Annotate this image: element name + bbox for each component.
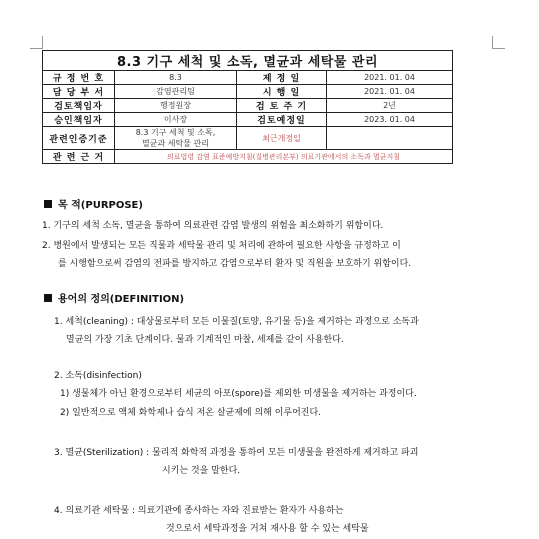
- reviewer-value: 행정원장: [115, 99, 237, 113]
- definition-line: 4. 의료기관 세탁물 : 의료기관에 종사하는 자와 진료받는 환자가 사용하는: [54, 506, 344, 516]
- dept-value: 감염관리팀: [115, 85, 237, 99]
- definition-line: 시키는 것을 말한다.: [162, 466, 241, 476]
- review-date-label: 검토예정일: [237, 113, 327, 127]
- page-corner-mark: [492, 36, 505, 49]
- approver-value: 이사장: [115, 113, 237, 127]
- definition-heading-text: 용어의 정의(DEFINITION): [58, 294, 185, 305]
- basis-label: 관 련 근 거: [43, 150, 115, 164]
- definition-line: 1. 세척(cleaning) : 대상물로부터 모든 이물질(토양, 유기물 등)을 제거하는 과정으로 소독과: [54, 317, 419, 327]
- purpose-line: 1. 기구의 세척 소독, 멸균을 통하여 의료관련 감염 발생의 위험을 최소화하기 위함이다.: [42, 221, 384, 231]
- revision-date-label: 최근개정일: [237, 127, 327, 150]
- cert-standard-line-1: 8.3 기구 세척 및 소독,: [135, 128, 216, 137]
- square-bullet-icon: [44, 200, 52, 208]
- reviewer-label: 검토책임자: [43, 99, 115, 113]
- review-date-value: 2023. 01. 04: [327, 113, 453, 127]
- reg-no-label: 규 정 번 호: [43, 71, 115, 85]
- dept-label: 담 당 부 서: [43, 85, 115, 99]
- definition-line: 2. 소독(disinfection): [54, 371, 142, 381]
- enact-date-value: 2021. 01. 04: [327, 71, 453, 85]
- definition-line: 2) 일반적으로 액체 화학제나 습식 저온 살균제에 의해 이루어진다.: [60, 408, 322, 418]
- cert-standard-line-2: 멸균과 세탁물 관리: [142, 139, 209, 148]
- impl-date-value: 2021. 01. 04: [327, 85, 453, 99]
- page-corner-mark: [30, 36, 43, 49]
- purpose-line: 를 시행함으로써 감염의 전파를 방지하고 감염으로부터 환자 및 직원을 보호하기 위함이다.: [58, 259, 412, 269]
- definition-heading: [44, 292, 499, 308]
- reg-no-value: 8.3: [115, 71, 237, 85]
- cert-standard-value: [115, 127, 237, 150]
- approver-label: 승인책임자: [43, 113, 115, 127]
- document-info-table: [42, 50, 453, 164]
- square-bullet-icon: [44, 294, 52, 302]
- impl-date-label: 시 행 일: [237, 85, 327, 99]
- basis-value: 의료법령 감염 표준예방지침(질병관리본부) 의료기관에서의 소독과 멸균지침: [115, 150, 453, 164]
- document-title: 8.3 기구 세척 및 소독, 멸균과 세탁물 관리: [43, 51, 453, 71]
- definition-line: 3. 멸균(Sterilization) : 물리적 화학적 과정을 통하여 모든 미생물을 완전하게 제거하고 파괴: [54, 448, 419, 458]
- purpose-line: 2. 병원에서 발생되는 모든 직물과 세탁물 관리 및 처리에 관하여 필요한 사항을 규정하고 이: [42, 241, 401, 251]
- definition-line: 1) 생물체가 아닌 환경으로부터 세균의 아포(spore)를 제외한 미생물을 제거하는 과정이다.: [60, 389, 417, 399]
- document-body: [44, 198, 499, 537]
- review-cycle-value: 2년: [327, 99, 453, 113]
- review-cycle-label: 검 토 주 기: [237, 99, 327, 113]
- definition-line: 것으로서 세탁과정을 거쳐 재사용 할 수 있는 세탁물: [166, 524, 369, 534]
- purpose-heading: [44, 198, 499, 214]
- purpose-heading-text: 목 적(PURPOSE): [58, 200, 143, 211]
- definition-line: 멸균의 가장 기초 단계이다. 물과 기계적인 마찰, 세제를 같이 사용한다.: [66, 335, 344, 345]
- enact-date-label: 제 정 일: [237, 71, 327, 85]
- cert-standard-label: 관련인증기준: [43, 127, 115, 150]
- revision-date-value: [327, 127, 453, 150]
